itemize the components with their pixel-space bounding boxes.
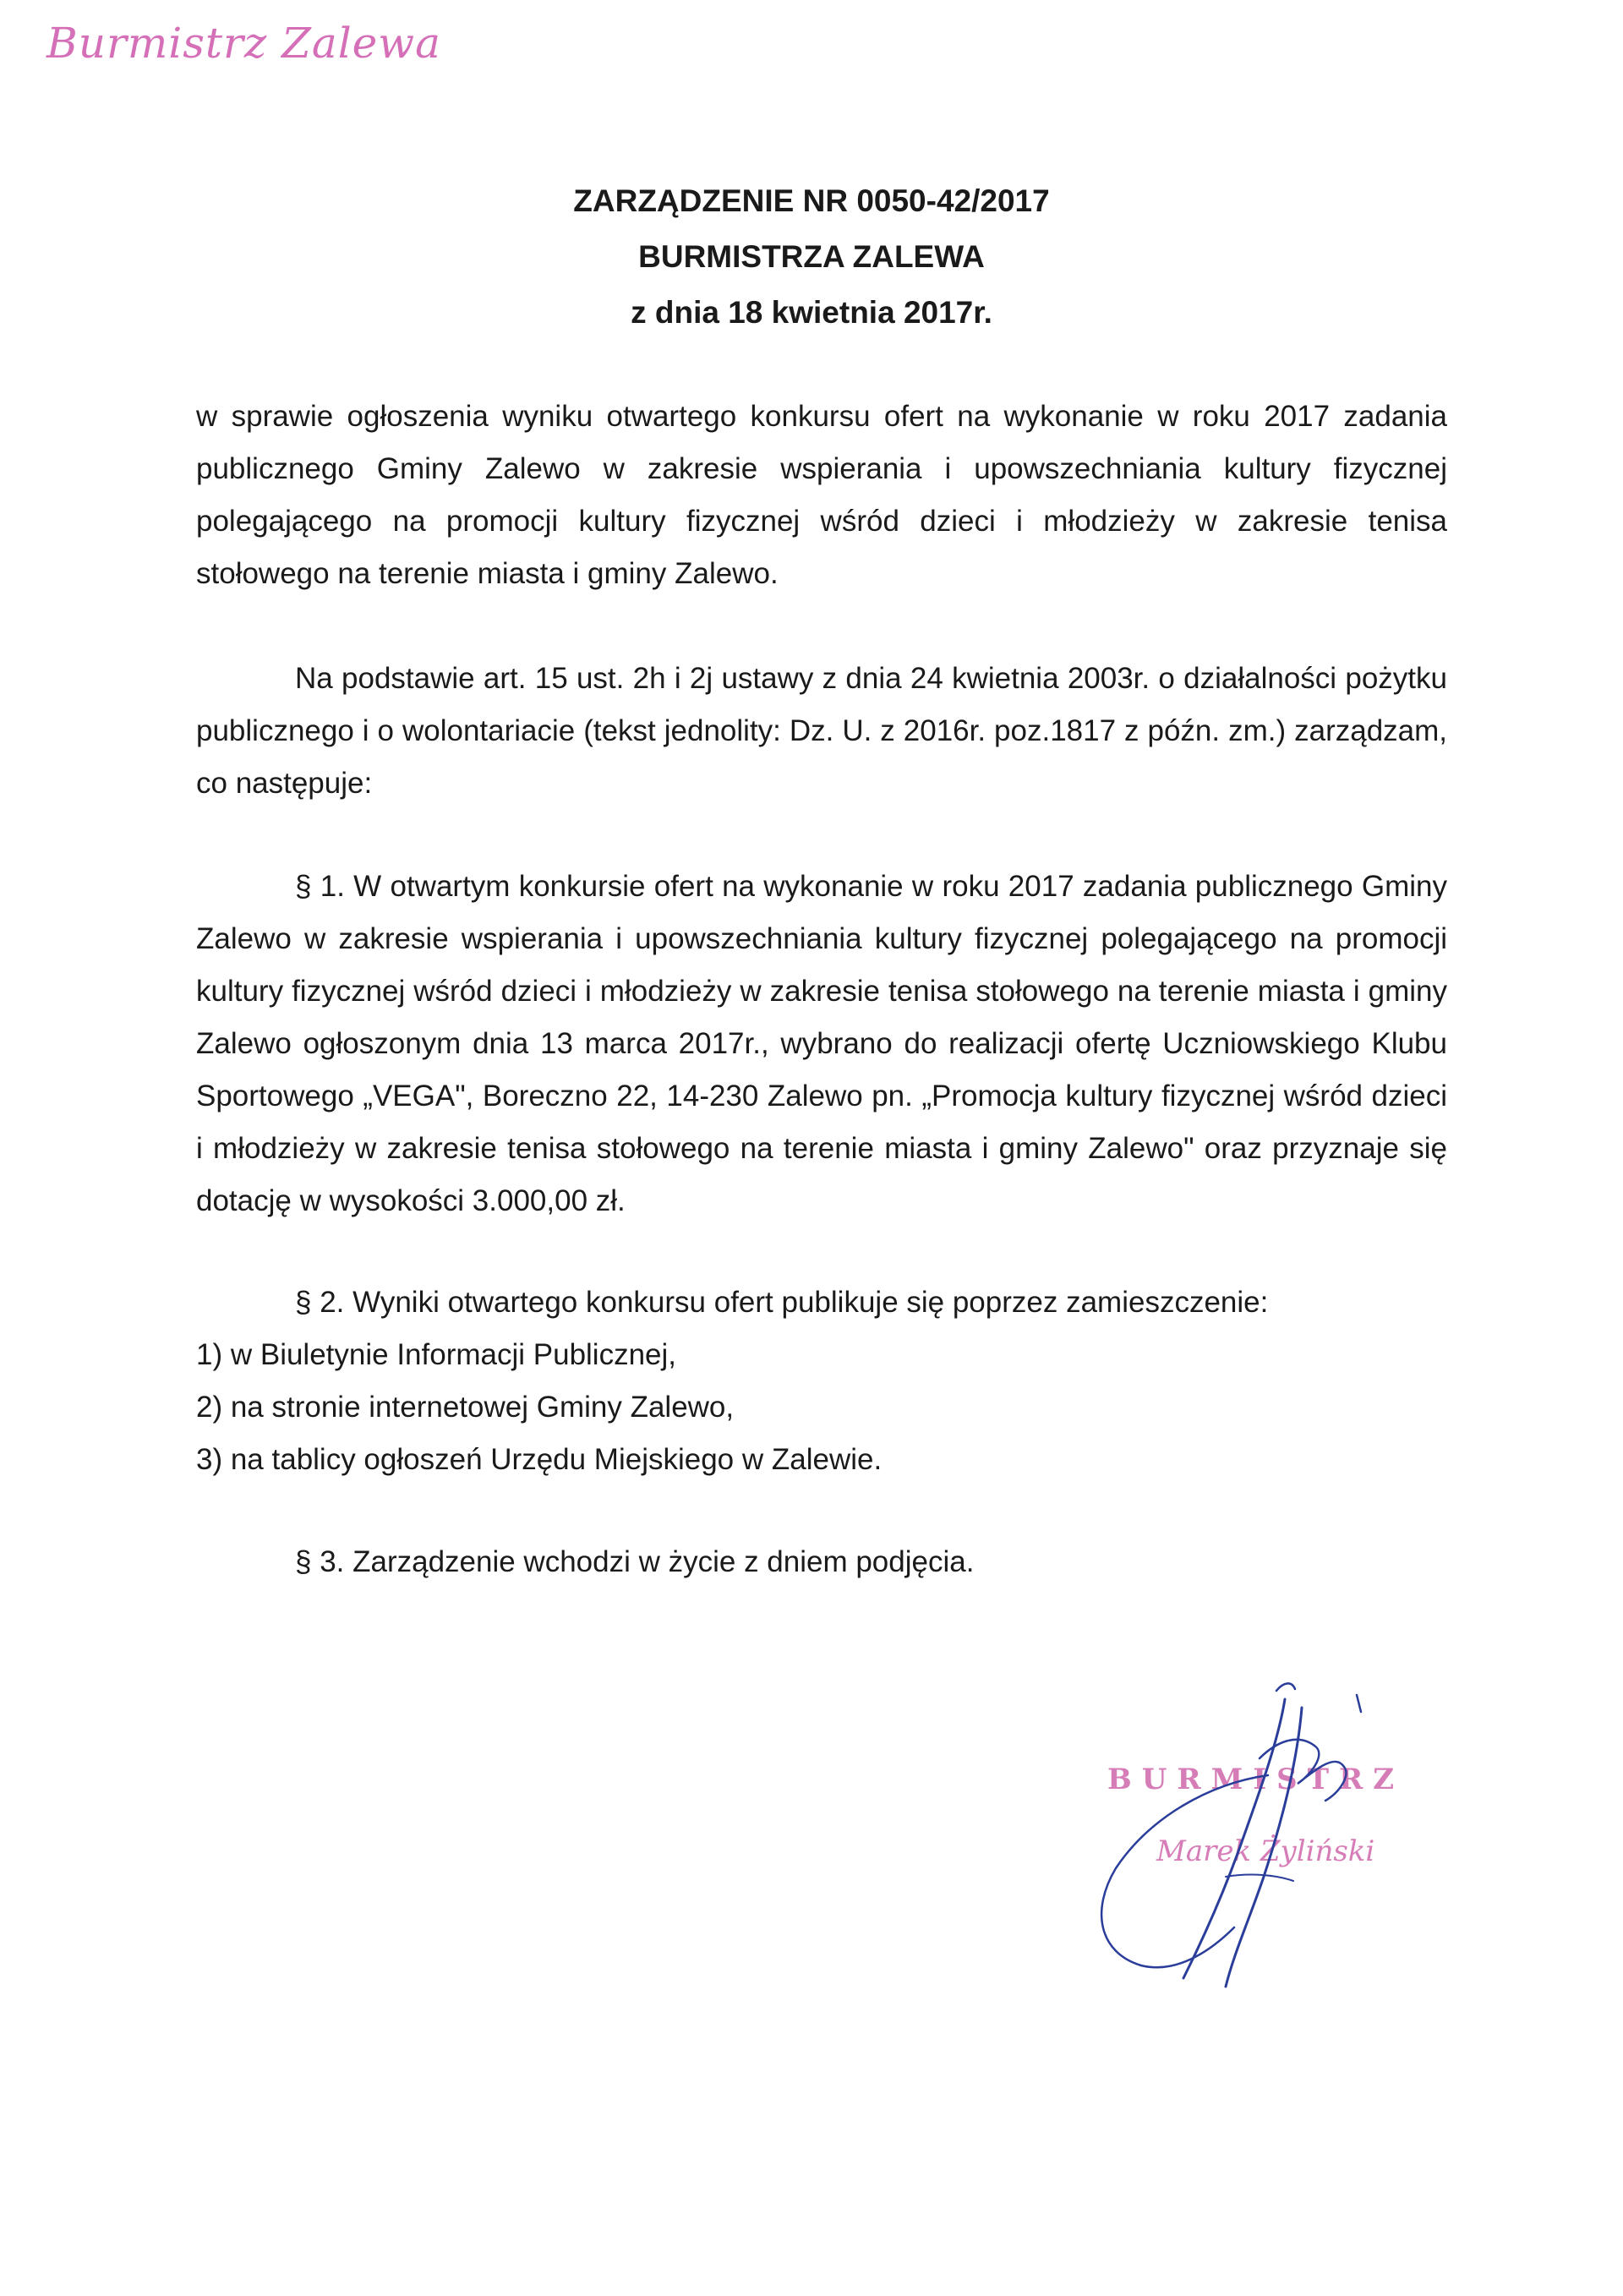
stamp-name: Marek Żyliński <box>1156 1834 1375 1868</box>
ordinance-subject: w sprawie ogłoszenia wyniku otwartego konkursu ofert na wykonanie w roku 2017 zadania publicznego Gminy Zalewo w zakresie wspierania i upowszechniania kultury fizycznej polegającego na promocji kultury fizycznej wśród dzieci i młodzieży w zakresie tenisa stołowego na terenie miasta i gminy Zalewo. <box>196 400 1447 590</box>
paragraph-1: § 1. W otwartym konkursie ofert na wykonanie w roku 2017 zadania publicznego Gminy Zalewo w zakresie wspierania i upowszechniania kultury fizycznej polegającego na promocji kultury fizycznej wśród dzieci i młodzieży w zakresie tenisa stołowego na terenie miasta i gminy Zalewo ogłoszonym dnia 13 marca 2017r., wybrano do realizacji ofertę Uczniowskiego Klubu Sportowego „VEGA", Boreczno 22, 14-230 Zalewo pn. „Promocja kultury fizycznej wśród dzieci i młodzieży w zakresie tenisa stołowego na terenie miasta i gminy Zalewo" oraz przyznaje się dotację w wysokości 3.000,00 zł. <box>196 870 1447 1217</box>
stamp-title: BURMISTRZ <box>1107 1763 1405 1796</box>
issuer: BURMISTRZA ZALEWA <box>638 239 985 274</box>
paragraph-3: § 3. Zarządzenie wchodzi w życie z dniem podjęcia. <box>295 1545 975 1578</box>
paragraph-2-lead: § 2. Wyniki otwartego konkursu ofert publikuje się poprzez zamieszczenie: <box>295 1286 1269 1319</box>
issue-date: z dnia 18 kwietnia 2017r. <box>631 295 992 330</box>
list-item: 2) na stronie internetowej Gminy Zalewo, <box>196 1391 735 1424</box>
legal-basis: Na podstawie art. 15 ust. 2h i 2j ustawy z dnia 24 kwietnia 2003r. o działalności pożytku publicznego i o wolontariacie (tekst jednolity: Dz. U. z 2016r. poz.1817 z późn. zm.) zarządzam, co następuje: <box>196 662 1447 800</box>
list-item: 1) w Biuletynie Informacji Publicznej, <box>196 1338 677 1371</box>
paragraph-2 <box>196 1276 1447 1486</box>
document-header <box>0 173 1623 341</box>
signature-block <box>1057 1674 1445 2012</box>
handwritten-signature-icon <box>1057 1674 1445 2012</box>
ordinance-number: ZARZĄDZENIE NR 0050-42/2017 <box>573 183 1050 218</box>
list-item: 3) na tablicy ogłoszeń Urzędu Miejskiego w Zalewie. <box>196 1443 883 1476</box>
watermark-stamp: Burmistrz Zalewa <box>46 19 441 68</box>
